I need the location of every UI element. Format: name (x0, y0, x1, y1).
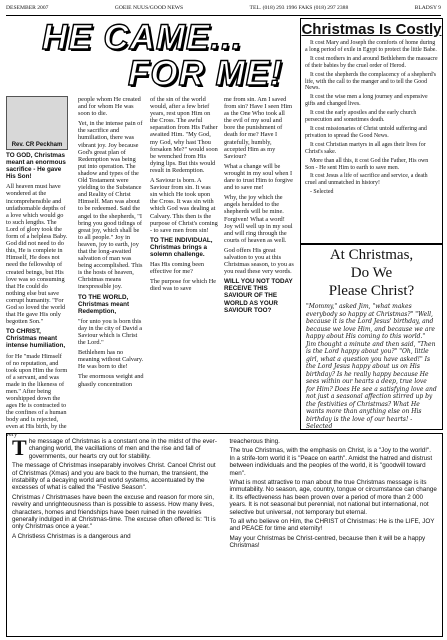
article-column-3 (150, 96, 218, 426)
poem-title-1: At Christmas, (329, 247, 414, 263)
headline (6, 18, 298, 92)
column-paragraph: All heaven must have wondered at the incomprehensible and unfathomable depths of a love which would go to such lengths. The Lord of glory took the form of a helpless Baby. God did not need to do this, He is complete in Himself, He does not need the fellowship of created beings, but His love was so consuming that He could do nothing else but save corrupt humanity. "For God so loved the world that He gave His only begotten Son." (6, 183, 68, 326)
bottom-paragraph: To all who believe on Him, the CHRIST of Christmas: He is the LIFE, JOY and PEACE for time and eternity! (229, 518, 435, 533)
headline-line1: HE CAME... (42, 18, 243, 57)
sidebar-paragraph: It cost the early apostles and the early church persecution and sometimes death. (305, 110, 417, 124)
byline: Rev. CR Peckham (11, 141, 63, 148)
column-3-text (150, 96, 218, 292)
sidebar-title: Christmas Is Costly (301, 21, 442, 38)
bottom-left-column (7, 434, 225, 636)
sidebar-text (301, 40, 442, 196)
bottom-paragraph: A Christless Christmas is a dangerous and (12, 532, 131, 540)
sidebar-paragraph: It cost the wise men a long journey and expensive gifts and changed lives. (305, 94, 428, 108)
column-paragraph: me from sin. Am I saved from sin? Have I seen Him as the One Who took all the evil of my soul and bore the punishment of death for me? Have I gratefully, humbly, accepted Him as my Saviour? (224, 96, 293, 160)
column-paragraph: The purpose for which He died was to save (150, 278, 217, 293)
sidebar-paragraph: It cost the shepherds the complacency of a shepherd's life, with the call to the manger and to tell the Good News. (305, 71, 437, 92)
page-header (6, 5, 441, 16)
column-4-text (224, 96, 294, 314)
column-paragraph: "for unto you is born this day in the city of David a Saviour which is Christ the Lord." (78, 317, 142, 347)
poem-title-3: Please Christ? (328, 283, 415, 299)
column-heading: TO THE INDIVIDUAL, Christmas brings a solemn challenge. (150, 236, 213, 258)
poem-text: "Mommy," asked Jim, "what makes everybody so happy at Christmas?" "Well, because it is the Lord Jesus' birthday, and because we love Him, and because we are happy about His coming to this world." Jim thought a minute and then said, "Then is the Lord happy about you?" "Oh, little girl, what a question you have asked!" Is the Lord Jesus happy about us on His birthday? Is he really happy because He sees within our hearts a deep, true love for Him? Does He see a satisfying love and not just a seasonal affection stirred up by the festivities of Christmas? What He wants more than anything else on His birthday is the love of our hearts! - Selected (306, 303, 437, 430)
sidebar-paragraph: It cost missionaries of Christ untold suffering and privation to spread the Good News. (305, 125, 427, 139)
bottom-paragraph: The message of Christmas inseparably involves Christ. Cancel Christ out of Christmas (Xmas) and you are back to the human, the transient, the instability of a decaying world and world systems, accentuated by the excesses of what is called the "Festive Season". (12, 462, 216, 492)
column-paragraph: What a change will be wrought in my soul when I dare to trust Him to forgive and to save me! (224, 162, 293, 192)
header-page: BLADSY 9 (414, 5, 441, 11)
header-publication: GOEIE NUUS/GOOD NEWS (114, 5, 184, 11)
author-photo-byline (6, 96, 68, 150)
header-date: DESEMBER 2007 (6, 5, 49, 11)
sidebar-paragraph: It cost Mary and Joseph the comforts of home during a long period of exile in Egypt to protect the little Babe. (305, 40, 437, 53)
drop-cap: T (12, 435, 27, 460)
article-column-4 (224, 96, 294, 426)
article-column-1 (6, 96, 68, 438)
column-paragraph: for He "made Himself of no reputation, and took upon Him the form of a servant, and was made in the likeness of men." After being worshipped down the ages He is contracted to the confines of a human body and is rejected, even at His birth, by the very (6, 352, 68, 438)
sidebar-paragraph: - Selected (310, 189, 334, 196)
column-heading: TO GOD, Christmas meant an enormous sacrifice - He gave His Son! (6, 152, 66, 181)
bottom-paragraph: he message of Christmas is a constant one in the midst of the ever-changing world, the vacillations of men and the rise and fall of governments, our hearts cry out for stability. (28, 438, 217, 460)
sidebar-do-we-please-christ (300, 244, 443, 430)
poem-title-2: Do We (350, 265, 393, 281)
column-paragraph: God offers His great salvation to you at this Christmas season, to you as you read these very words. (224, 246, 294, 276)
headline-line2: FOR ME! (128, 54, 283, 93)
sidebar-paragraph: It cost mothers in and around Bethlehem the massacre of their babies by the cruel order of Herod. (305, 55, 438, 69)
sidebar-christmas-is-costly (300, 18, 443, 244)
column-heading: TO THE WORLD, Christmas meant Redemption, (78, 293, 130, 315)
article-column-2 (78, 96, 144, 426)
bottom-right-column (225, 434, 443, 636)
sidebar-paragraph: More than all this, it cost God the Father, His own Son - He sent Him to earth to save men. (305, 157, 429, 171)
column-paragraph: Has His coming been effective for me? (150, 261, 205, 276)
bottom-paragraph: treacherous thing. (229, 438, 280, 445)
column-2-text (78, 96, 144, 388)
column-paragraph: people whom He created and for whom He was soon to die. (78, 96, 141, 118)
column-heading: WILL YOU NOT TODAY RECEIVE THIS SAVIOUR OF THE WORLD AS YOUR SAVIOUR TOO? (224, 278, 293, 314)
sidebar-paragraph: It cost Jesus a life of sacrifice and service, a death cruel and unmatched in history! (305, 173, 428, 187)
column-paragraph: of the sin of the world would, after a few brief years, rest upon Him on the Cross. The awful separation from His Father awaited Him. "My God, my God, why hast Thou forsaken Me?" would soon be wrenched from His dying lips. But this would result in Redemption. (150, 96, 218, 174)
bottom-paragraph: May your Christmas be Christ-centred, because then it will be a happy Christmas! (229, 534, 426, 550)
bottom-paragraph: The true Christmas, with the emphasis on Christ, is a "Joy to the world!". In a strife-torn world it is "Peace on earth". Amidst the hatred and distrust between individuals and the peoples of the world, it is "goodwill toward men". (229, 447, 433, 477)
bottom-paragraph: What is most attractive to man about the true Christmas message is its immutability. No season, age, country, tongue or circumstance can change it. Its effectiveness has been proven over a period of more than 2 000 years. It is not seasonal but perennial, not national but international, not selective but universal, not temporary but eternal. (229, 479, 437, 516)
bottom-article (6, 433, 443, 637)
bottom-paragraph: Christmas / Christmases have been the excuse and reason for more sin, revelry and unrighteousness than is possible to assess. How many lives, characters, homes and friendships have been ruined in the revelries generally indulged in at Christmas-time. The excuse often offered is: "It is only Christmas once a year." (12, 493, 216, 531)
column-paragraph: A Saviour is born. A Saviour from sin. It was sin which He took upon the Cross. It was sin with which God was dealing at Calvary. This then is the purpose of Christ's coming - to save men from sin! (150, 177, 218, 234)
column-paragraph: Bethlehem has no meaning without Calvary. He was born to die! (78, 349, 144, 371)
column-paragraph: Why, the joy which the angels heralded to the shepherds will be mine. Forgiven! What a word! Joy will well up in my soul and will ring through the courts of heaven as well. (224, 194, 293, 244)
column-1-text (6, 152, 68, 438)
column-paragraph: The enormous weight and ghastly concentration (78, 373, 144, 388)
header-contact: TEL. (018) 293 1996 FAKS (018) 297 2388 (249, 5, 349, 11)
column-heading: TO CHRIST, Christmas meant intense humiliation, (6, 328, 66, 350)
sidebar-paragraph: It cost Christian martyrs in all ages their lives for Christ's sake. (305, 141, 426, 155)
column-paragraph: Yet, in the intense pain of the sacrifice and humiliation, there was vibrant joy. Joy because God's great plan of Redemption was being put into operation. The shadow and types of the Old Testament were yielding to the Substance and Reality of Christ Himself. Man was about to be redeemed. Said the angel to the shepherds, "I bring you good tidings of great joy, which shall be to all people." Joy in heaven, joy to earth, joy that the long-awaited salvation of man was being accomplished. This is the hosts of heaven, Christmas means inexpressible joy. (78, 120, 143, 291)
